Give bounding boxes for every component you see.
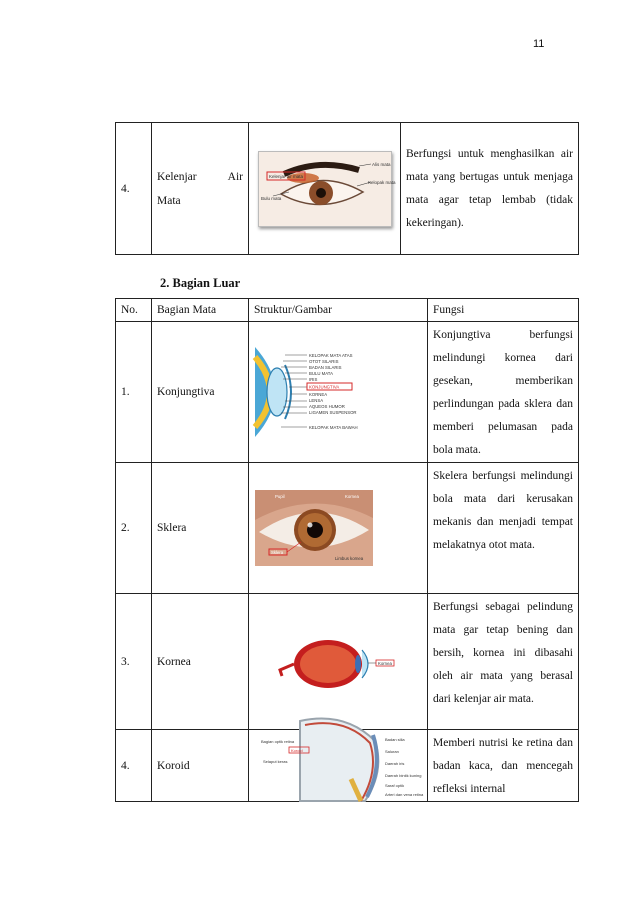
- function-text: Memberi nutrisi ke retina dan badan kaca, dan mencegah refleksi internal: [428, 730, 579, 802]
- continued-table: [115, 122, 579, 255]
- function-text: Berfungsi sebagai pelindung mata gar tetap bening dan bersih, kornea ini dibasahi oleh air mata yang berasal dari kelenjar air mata.: [428, 594, 579, 730]
- label-0: KELOPAK MATA ATAS: [309, 353, 353, 358]
- part-name: Sklera: [152, 463, 249, 594]
- table-row: [116, 730, 579, 802]
- section-title: 2. Bagian Luar: [160, 276, 241, 290]
- label-3: BULU MATA: [309, 371, 333, 376]
- header-row: [116, 299, 579, 322]
- table-row: [116, 123, 579, 255]
- label-bulu: Bulu mata: [260, 195, 281, 201]
- row-number: 2.: [116, 463, 152, 594]
- part-name: [152, 123, 249, 255]
- function-text: Konjungtiva berfungsi melindungi kornea dari gesekan, memberikan perlindungan pada sklera dan memberi pelumasan pada bola mata.: [428, 322, 579, 463]
- label-2: Selaput keras: [263, 758, 288, 764]
- label-6: Daerah bintik kuning: [385, 772, 422, 778]
- header-image: Struktur/Gambar: [249, 299, 428, 322]
- label-kornea: Kornea: [345, 494, 359, 499]
- image-cell: [249, 594, 428, 730]
- label-10: KELOPAK MATA BAWAH: [309, 425, 358, 430]
- sclera-image: [255, 490, 373, 566]
- label-6: KORNEA: [309, 392, 328, 397]
- label-5: KONJUNGTIVA: [309, 384, 340, 390]
- label-9: LIGAMEN SUSPENSOR: [309, 410, 357, 415]
- label-4: IRIS: [309, 377, 318, 382]
- part-name: Koroid: [152, 730, 249, 802]
- label-kelenjar: Kelenjar air mata: [268, 173, 303, 179]
- label-5: Daerah iris: [385, 760, 405, 766]
- image-cell: [249, 730, 428, 802]
- row-number: 4.: [116, 123, 152, 255]
- header-part: Bagian Mata: [152, 299, 249, 322]
- label-1: OTOT SILARIS: [309, 359, 339, 364]
- table-row: [116, 322, 579, 463]
- label-3: Badan silia: [385, 736, 405, 742]
- label-2: BADAN SILARIS: [309, 365, 342, 370]
- label-8: Arteri dan vena retina: [385, 791, 424, 797]
- choroid-image: [255, 731, 425, 801]
- external-parts-table: [115, 298, 579, 802]
- part-name-line1: Kelenjar Air: [157, 170, 243, 183]
- image-cell: [249, 123, 401, 255]
- conjunctiva-image: [255, 347, 365, 437]
- label-alis: Alis mata: [371, 161, 391, 167]
- lacrimal-gland-image: [258, 151, 396, 227]
- table-row: [116, 463, 579, 594]
- page-number: 11: [533, 38, 545, 50]
- label-0: Bagian optik retina: [261, 738, 295, 744]
- header-no: No.: [116, 299, 152, 322]
- image-cell: [249, 463, 428, 594]
- row-number: 3.: [116, 594, 152, 730]
- label-4: Saluran: [385, 748, 399, 754]
- label-limbus: Limbus kornea: [335, 556, 364, 561]
- part-name: Konjungtiva: [152, 322, 249, 463]
- label-sklera: Sklera: [271, 550, 284, 555]
- label-8: AQUEOS HUMOR: [309, 404, 345, 409]
- label-7: Saraf optik: [385, 782, 405, 788]
- header-function: Fungsi: [428, 299, 579, 322]
- part-name-line2: Mata: [157, 194, 181, 207]
- cornea-image: [278, 632, 398, 692]
- label-pupil: Pupil: [275, 494, 285, 499]
- part-name: Kornea: [152, 594, 249, 730]
- function-text: Berfungsi untuk menghasilkan air mata yang bertugas untuk menjaga mata agar tetap lembab (tidak kekeringan).: [401, 123, 579, 255]
- label-7: LENSA: [309, 398, 324, 403]
- image-cell: [249, 322, 428, 463]
- label-1: Koroid: [291, 747, 303, 753]
- table-row: [116, 594, 579, 730]
- row-number: 1.: [116, 322, 152, 463]
- label-kornea: Kornea: [378, 660, 392, 666]
- row-number: 4.: [116, 730, 152, 802]
- function-text: Skelera berfungsi melindungi bola mata dari kerusakan mekanis dan menjadi tempat melakatnya otot mata.: [428, 463, 579, 594]
- label-kelopak: Kelopak mata: [367, 179, 396, 185]
